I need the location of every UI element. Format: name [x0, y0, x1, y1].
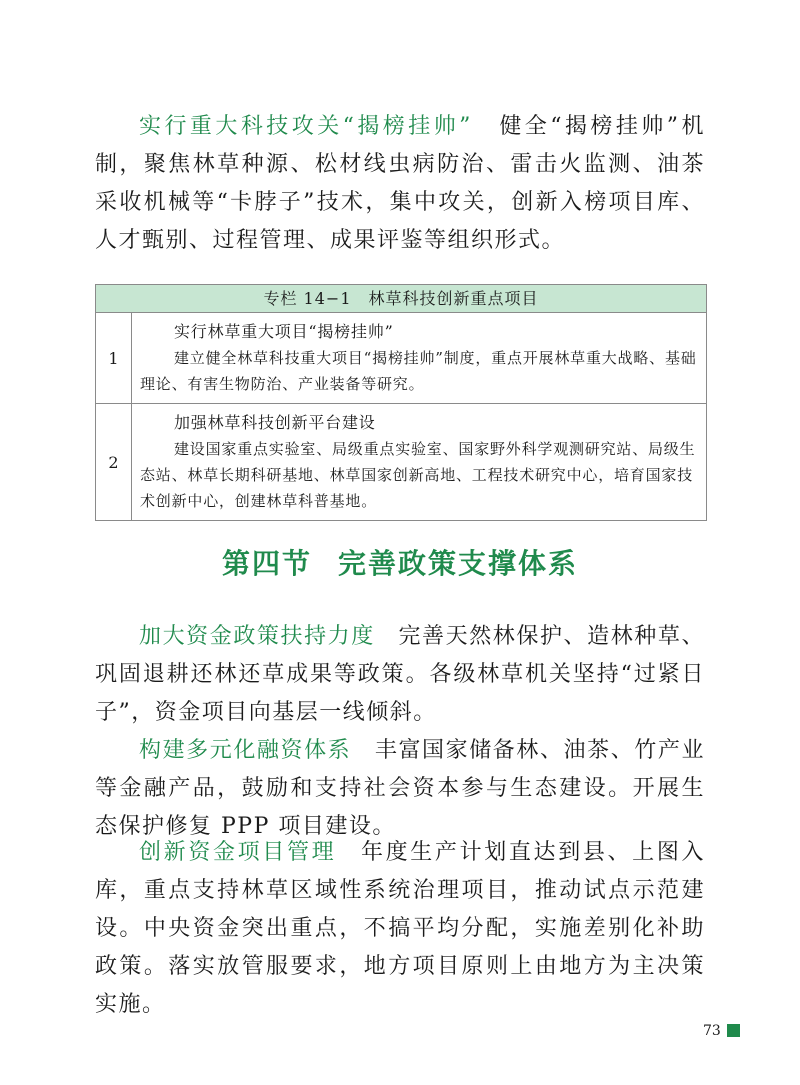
row-content	[132, 313, 706, 403]
page-marker	[727, 1024, 740, 1037]
item-title: 加强林草科技创新平台建设	[174, 413, 376, 432]
row-number: 1	[96, 313, 132, 403]
page-number: 73	[703, 1023, 721, 1039]
item-body: 建立健全林草科技重大项目“揭榜挂帅”制度，重点开展林草重大战略、基础理论、有害生物防治、产业装备等研究。	[140, 349, 697, 393]
row-content	[132, 404, 706, 520]
paragraph-heading: 加大资金政策扶持力度	[139, 624, 375, 649]
feature-box-title: 专栏 14−1 林草科技创新重点项目	[96, 285, 706, 313]
section-number: 第四节	[221, 547, 312, 580]
section-heading	[0, 542, 800, 582]
paragraph-financing-system	[95, 732, 705, 846]
paragraph-project-management	[95, 834, 705, 1024]
paragraph-body: 丰富国家储备林、油茶、竹产业等金融产品，鼓励和支持社会资本参与生态建设。开展生态保护修复 PPP 项目建设。	[95, 738, 705, 839]
row-number: 2	[96, 404, 132, 520]
item-title: 实行林草重大项目“揭榜挂帅”	[174, 322, 394, 341]
paragraph-body: 完善天然林保护、造林种草、巩固退耕还林还草成果等政策。各级林草机关坚持“过紧日子”，资金项目向基层一线倾斜。	[95, 624, 705, 725]
paragraph-major-research	[95, 108, 705, 260]
feature-box	[95, 284, 707, 521]
paragraph-body: 健全“揭榜挂帅”机制，聚焦林草种源、松材线虫病防治、雷击火监测、油茶采收机械等“卡脖子”技术，集中攻关，创新入榜项目库、人才甄别、过程管理、成果评鉴等组织形式。	[95, 114, 705, 253]
paragraph-heading: 构建多元化融资体系	[139, 738, 352, 763]
paragraph-heading: 实行重大科技攻关“揭榜挂帅”	[139, 114, 472, 139]
paragraph-heading: 创新资金项目管理	[139, 840, 337, 865]
paragraph-body: 年度生产计划直达到县、上图入库，重点支持林草区域性系统治理项目，推动试点示范建设。中央资金突出重点，不搞平均分配，实施差别化补助政策。落实放管服要求，地方项目原则上由地方为主决策实施。	[95, 840, 705, 1017]
section-title: 完善政策支撑体系	[338, 547, 579, 580]
feature-box-row	[96, 403, 706, 520]
item-body: 建设国家重点实验室、局级重点实验室、国家野外科学观测研究站、局级生态站、林草长期科研基地、林草国家创新高地、工程技术研究中心，培育国家技术创新中心，创建林草科普基地。	[140, 440, 696, 510]
feature-box-row	[96, 313, 706, 403]
paragraph-funding-policy	[95, 618, 705, 732]
